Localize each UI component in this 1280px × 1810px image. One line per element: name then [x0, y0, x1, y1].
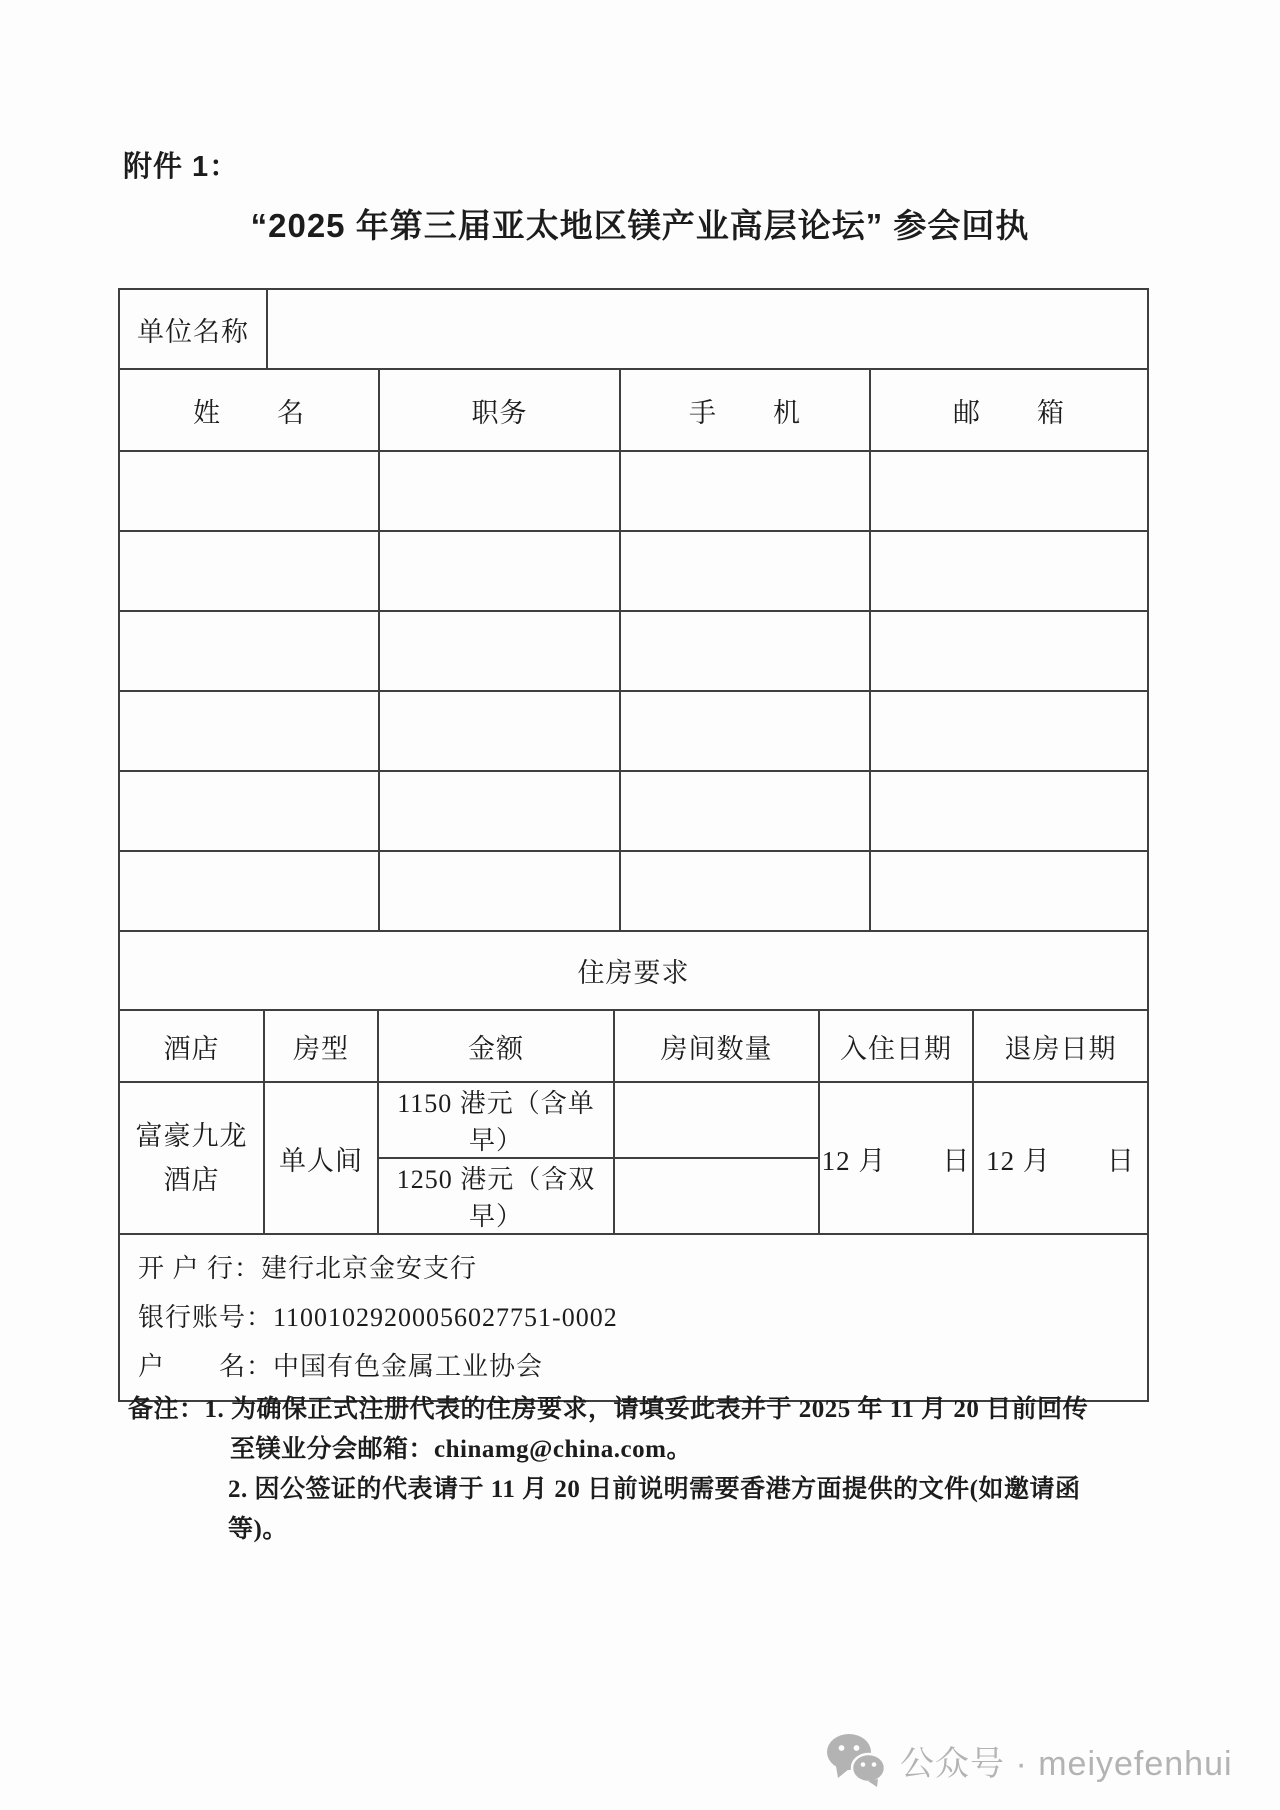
attendee-position-cell[interactable] — [379, 531, 620, 611]
attendee-position-cell[interactable] — [379, 451, 620, 531]
bank-account-line: 银行账号：11001029200056027751-0002 — [138, 1303, 618, 1332]
unit-name-label: 单位名称 — [119, 289, 267, 369]
room-type-cell: 单人间 — [264, 1082, 378, 1234]
hotel-price-row-1 — [119, 1082, 1148, 1158]
remark-line-3: 2. 因公签证的代表请于 11 月 20 日前说明需要香港方面提供的文件(如邀请函等)。 — [228, 1476, 1081, 1543]
column-header-room-type: 房型 — [264, 1010, 378, 1082]
attendee-mobile-cell[interactable] — [620, 851, 870, 931]
housing-section-title: 住房要求 — [119, 931, 1148, 1010]
remark-line-2: 至镁业分会邮箱：chinamg@china.com。 — [230, 1436, 692, 1463]
attendee-mobile-cell[interactable] — [620, 451, 870, 531]
column-header-amount: 金额 — [378, 1010, 614, 1082]
room-count-input-cell-2[interactable] — [614, 1158, 819, 1234]
column-header-checkout: 退房日期 — [973, 1010, 1148, 1082]
column-header-position: 职务 — [379, 369, 620, 451]
remark-line-1: 备注：1. 为确保正式注册代表的住房要求，请填妥此表并于 2025 年 11 月 20 日前回传 — [128, 1396, 1089, 1423]
hotel-name-line1: 富豪九龙 — [135, 1121, 248, 1151]
attendee-row — [119, 611, 1148, 691]
attendee-mobile-cell[interactable] — [620, 771, 870, 851]
attendee-mobile-cell[interactable] — [620, 691, 870, 771]
housing-table — [118, 930, 1149, 1402]
remarks-block — [128, 1390, 1138, 1550]
attendee-email-cell[interactable] — [870, 451, 1148, 531]
column-header-hotel: 酒店 — [119, 1010, 264, 1082]
column-header-mobile: 手 机 — [620, 369, 870, 451]
column-header-checkin: 入住日期 — [819, 1010, 973, 1082]
attendee-row — [119, 451, 1148, 531]
attendee-name-cell[interactable] — [119, 451, 379, 531]
attendee-row — [119, 851, 1148, 931]
price-single-breakfast-cell: 1150 港元（含单早） — [378, 1082, 614, 1158]
attendee-email-cell[interactable] — [870, 611, 1148, 691]
column-header-room-count: 房间数量 — [614, 1010, 819, 1082]
attendee-name-cell[interactable] — [119, 771, 379, 851]
attendee-mobile-cell[interactable] — [620, 611, 870, 691]
wechat-icon — [826, 1733, 886, 1787]
attendee-email-cell[interactable] — [870, 691, 1148, 771]
column-header-email: 邮 箱 — [870, 369, 1148, 451]
registration-form-table — [118, 288, 1147, 1402]
bank-info-cell — [119, 1234, 1148, 1401]
bank-name-line: 开 户 行：建行北京金安支行 — [138, 1254, 478, 1283]
attendee-name-cell[interactable] — [119, 691, 379, 771]
attendee-table — [118, 288, 1149, 932]
attendee-email-cell[interactable] — [870, 851, 1148, 931]
wechat-watermark-text: 公众号 · meiyefenhui — [900, 1744, 1233, 1783]
hotel-name-line2: 酒店 — [163, 1165, 220, 1195]
attendee-name-cell[interactable] — [119, 531, 379, 611]
account-holder-line: 户 名：中国有色金属工业协会 — [138, 1352, 544, 1381]
page-title: “2025 年第三届亚太地区镁产业高层论坛” 参会回执 — [250, 207, 1030, 244]
attendee-email-cell[interactable] — [870, 771, 1148, 851]
attachment-label: 附件 1： — [123, 151, 240, 183]
hotel-name-cell — [119, 1082, 264, 1234]
wechat-watermark — [826, 1733, 1233, 1787]
attendee-name-cell[interactable] — [119, 851, 379, 931]
attendee-mobile-cell[interactable] — [620, 531, 870, 611]
checkin-date-cell[interactable]: 12 月 日 — [819, 1082, 973, 1234]
checkout-date-cell[interactable]: 12 月 日 — [973, 1082, 1148, 1234]
attendee-name-cell[interactable] — [119, 611, 379, 691]
attendee-position-cell[interactable] — [379, 691, 620, 771]
attendee-email-cell[interactable] — [870, 531, 1148, 611]
unit-name-input-cell[interactable] — [267, 289, 1148, 369]
room-count-input-cell-1[interactable] — [614, 1082, 819, 1158]
price-double-breakfast-cell: 1250 港元（含双早） — [378, 1158, 614, 1234]
column-header-name: 姓 名 — [119, 369, 379, 451]
attendee-row — [119, 531, 1148, 611]
attendee-position-cell[interactable] — [379, 771, 620, 851]
attendee-row — [119, 771, 1148, 851]
attendee-position-cell[interactable] — [379, 851, 620, 931]
attendee-position-cell[interactable] — [379, 611, 620, 691]
attendee-row — [119, 691, 1148, 771]
